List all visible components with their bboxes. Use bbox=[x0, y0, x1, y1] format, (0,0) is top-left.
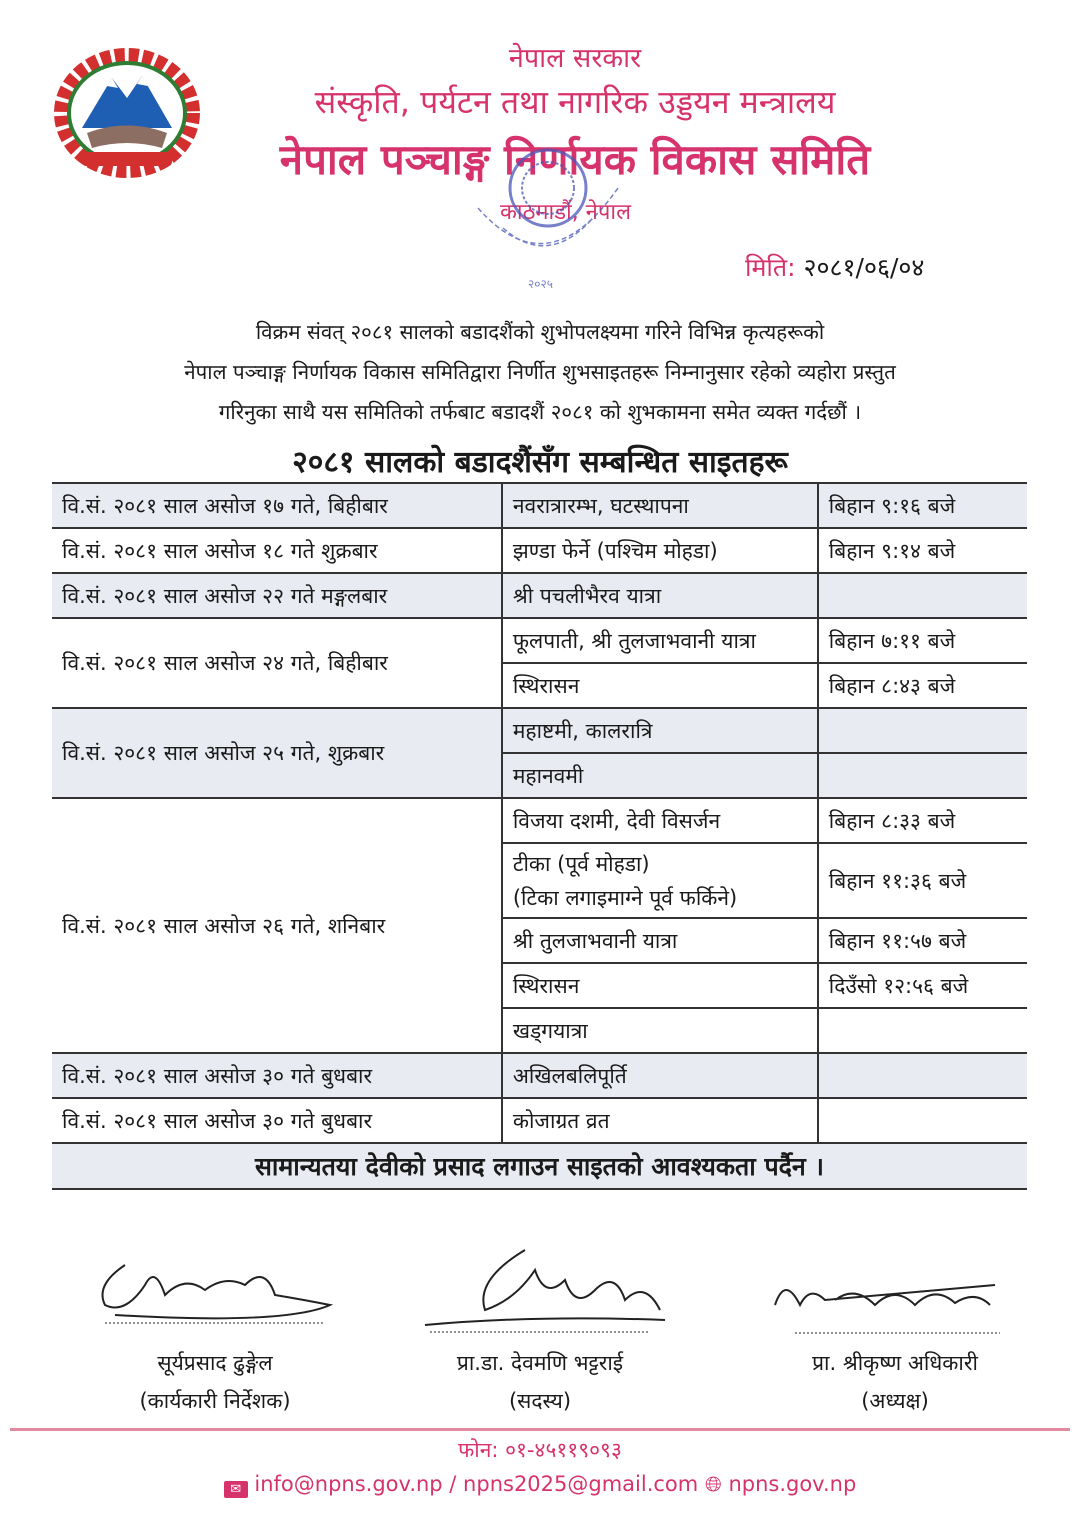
intro-line: नेपाल पञ्चाङ्ग निर्णायक विकास समितिद्वारा निर्णीत शुभसाइतहरू निम्नानुसार रहेको व्यहोरा प्रस्तुत bbox=[184, 360, 896, 384]
table-row bbox=[52, 618, 1027, 663]
signatory-role: (कार्यकारी निर्देशक) bbox=[139, 1389, 291, 1413]
date-cell: वि.सं. २०८१ साल असोज ३० गते बुधबार bbox=[52, 1098, 502, 1143]
event-cell: झण्डा फेर्ने (पश्चिम मोहडा) bbox=[502, 528, 818, 573]
event-line: (टिका लगाइमाग्ने पूर्व फर्किने) bbox=[512, 885, 738, 910]
signatory-name: सूर्यप्रसाद ढुङ्गेल bbox=[157, 1351, 273, 1375]
signature-3 bbox=[755, 1265, 1005, 1345]
document-date bbox=[745, 250, 924, 284]
date-value: २०८१/०६/०४ bbox=[803, 253, 925, 282]
table-note-row bbox=[52, 1143, 1027, 1189]
footer-divider bbox=[10, 1428, 1070, 1431]
footer-emails[interactable]: info@npns.gov.np / npns2025@gmail.com bbox=[254, 1472, 699, 1496]
time-cell bbox=[818, 573, 1027, 618]
event-cell bbox=[502, 843, 818, 918]
event-cell: स्थिरासन bbox=[502, 663, 818, 708]
government-name: नेपाल सरकार bbox=[508, 43, 642, 74]
date-cell: वि.सं. २०८१ साल असोज २६ गते, शनिबार bbox=[52, 798, 502, 1053]
signature-2 bbox=[415, 1240, 685, 1340]
event-cell: नवरात्रारम्भ, घटस्थापना bbox=[502, 483, 818, 528]
intro-paragraph bbox=[60, 312, 1020, 432]
time-cell: बिहान ९:१४ बजे bbox=[818, 528, 1027, 573]
ministry-name: संस्कृति, पर्यटन तथा नागरिक उड्डयन मन्त्रालय bbox=[314, 83, 836, 121]
signatory-member bbox=[395, 1344, 685, 1420]
email-icon: ✉ bbox=[224, 1481, 248, 1498]
date-cell: वि.सं. २०८१ साल असोज २४ गते, बिहीबार bbox=[52, 618, 502, 708]
event-cell: महाष्टमी, कालरात्रि bbox=[502, 708, 818, 753]
table-row bbox=[52, 528, 1027, 573]
signatory-name: प्रा. श्रीकृष्ण अधिकारी bbox=[812, 1351, 978, 1375]
date-cell: वि.सं. २०८१ साल असोज १८ गते शुक्रबार bbox=[52, 528, 502, 573]
time-cell: बिहान ८:३३ बजे bbox=[818, 798, 1027, 843]
signatory-role: (अध्यक्ष) bbox=[861, 1389, 929, 1413]
event-cell: विजया दशमी, देवी विसर्जन bbox=[502, 798, 818, 843]
time-cell bbox=[818, 1053, 1027, 1098]
time-cell: दिउँसो १२:५६ बजे bbox=[818, 963, 1027, 1008]
event-cell: खड्गयात्रा bbox=[502, 1008, 818, 1053]
signatory-chairperson bbox=[750, 1344, 1040, 1420]
time-cell: बिहान ११:३६ बजे bbox=[818, 843, 1027, 918]
signature-1 bbox=[85, 1245, 345, 1335]
event-line: टीका (पूर्व मोहडा) bbox=[512, 851, 650, 876]
official-stamp bbox=[458, 128, 638, 298]
svg-text:२०२५: २०२५ bbox=[528, 277, 553, 291]
date-cell: वि.सं. २०८१ साल असोज ३० गते बुधबार bbox=[52, 1053, 502, 1098]
time-cell: बिहान ८:४३ बजे bbox=[818, 663, 1027, 708]
signatory-role: (सदस्य) bbox=[508, 1389, 572, 1413]
intro-line: विक्रम संवत् २०८१ सालको बडादशैंको शुभोपलक्ष्यमा गरिने विभिन्न कृत्यहरूको bbox=[255, 320, 825, 344]
event-cell: फूलपाती, श्री तुलजाभवानी यात्रा bbox=[502, 618, 818, 663]
table-row bbox=[52, 1053, 1027, 1098]
event-cell: अखिलबलिपूर्ति bbox=[502, 1053, 818, 1098]
event-cell: कोजाग्रत व्रत bbox=[502, 1098, 818, 1143]
table-title: २०८१ सालको बडादशैंसँग सम्बन्धित साइतहरू bbox=[292, 445, 788, 480]
event-cell: स्थिरासन bbox=[502, 963, 818, 1008]
date-cell: वि.सं. २०८१ साल असोज १७ गते, बिहीबार bbox=[52, 483, 502, 528]
table-row bbox=[52, 573, 1027, 618]
signatory-name: प्रा.डा. देवमणि भट्टराई bbox=[456, 1351, 624, 1375]
time-cell: बिहान ९:१६ बजे bbox=[818, 483, 1027, 528]
table-row bbox=[52, 798, 1027, 843]
table-row bbox=[52, 1098, 1027, 1143]
intro-line: गरिनुका साथै यस समितिको तर्फबाट बडादशैं २०८१ को शुभकामना समेत व्यक्त गर्दछौं । bbox=[218, 400, 862, 424]
time-cell bbox=[818, 708, 1027, 753]
globe-icon: 🌐︎ bbox=[704, 1472, 722, 1496]
table-row bbox=[52, 708, 1027, 753]
time-cell: बिहान ११:५७ बजे bbox=[818, 918, 1027, 963]
event-cell: श्री तुलजाभवानी यात्रा bbox=[502, 918, 818, 963]
auspicious-times-table bbox=[52, 482, 1027, 1190]
date-cell: वि.सं. २०८१ साल असोज २२ गते मङ्गलबार bbox=[52, 573, 502, 618]
event-cell: महानवमी bbox=[502, 753, 818, 798]
footer-website[interactable]: npns.gov.np bbox=[728, 1472, 857, 1496]
date-cell: वि.सं. २०८१ साल असोज २५ गते, शुक्रबार bbox=[52, 708, 502, 798]
committee-name: नेपाल पञ्चाङ्ग निर्णायक विकास समिति bbox=[279, 135, 871, 184]
table-row bbox=[52, 483, 1027, 528]
time-cell bbox=[818, 1008, 1027, 1053]
date-label: मिति: bbox=[745, 253, 796, 282]
time-cell bbox=[818, 753, 1027, 798]
footer-contact bbox=[0, 1472, 1080, 1498]
signatory-executive-director bbox=[70, 1344, 360, 1420]
footer-phone: फोन: ०१-४५११९०९३ bbox=[458, 1438, 622, 1462]
event-cell: श्री पचलीभैरव यात्रा bbox=[502, 573, 818, 618]
table-note: सामान्यतया देवीको प्रसाद लगाउन साइतको आवश्यकता पर्दैन । bbox=[52, 1143, 1027, 1189]
time-cell: बिहान ७:११ बजे bbox=[818, 618, 1027, 663]
time-cell bbox=[818, 1098, 1027, 1143]
city-text: काठमाडौं, नेपाल bbox=[500, 200, 632, 225]
